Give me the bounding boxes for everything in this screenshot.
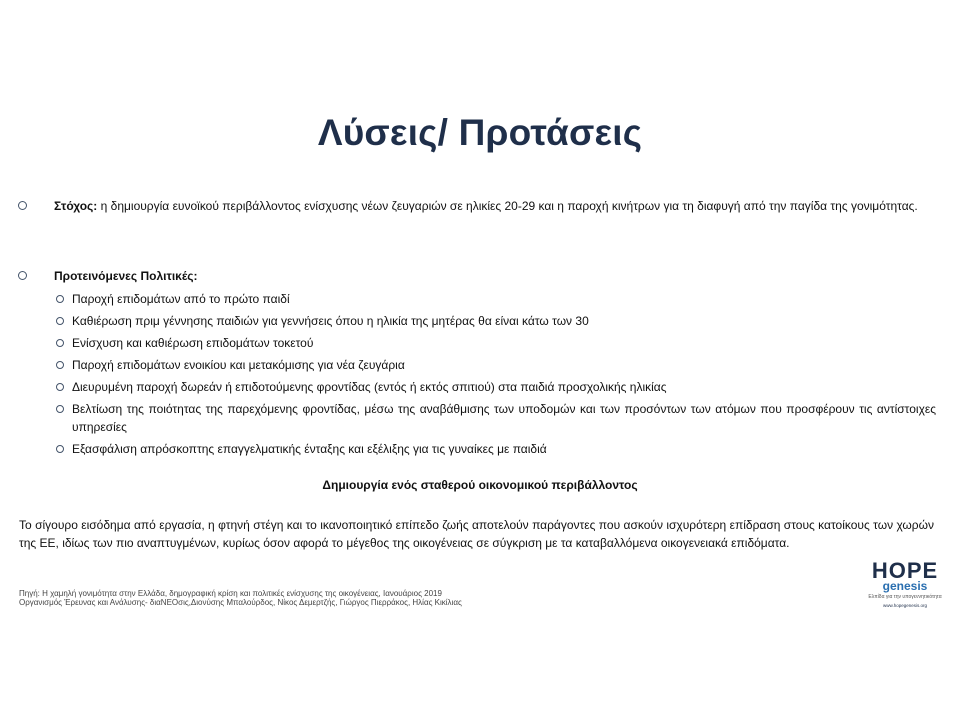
body-paragraph: Το σίγουρο εισόδημα από εργασία, η φτηνή στέγη και το ικανοποιητικό επίπεδο ζωής αποτελούν παράγοντες που ασκούν ισχυρότερη επίδραση στους κατοίκους των χωρών της ΕΕ, ιδίως των πιο αναπτυγμένων, κυρίως όσον αφορά το μέγεθος της οικογένειας σε σύγκριση με τα καταβαλλόμενα οικογενειακά επιδόματα. (19, 518, 934, 550)
circle-bullet-icon (56, 405, 64, 413)
circle-bullet-icon (56, 295, 64, 303)
circle-bullet-icon (56, 317, 64, 325)
list-item (56, 356, 936, 374)
list-item-text: Βελτίωση της ποιότητας της παρεχόμενης φροντίδας, μέσω της αναβάθμισης των υποδομών και των προσόντων των ατόμων που προσφέρουν τις αντίστοιχες υπηρεσίες (72, 402, 936, 434)
list-item-text: Παροχή επιδομάτων ενοικίου και μετακόμισης για νέα ζευγάρια (72, 358, 405, 372)
circle-bullet-icon (56, 383, 64, 391)
list-item-text: Ενίσχυση και καθιέρωση επιδομάτων τοκετού (72, 336, 314, 350)
logo-hope-text: HOPE (871, 558, 939, 583)
slide-title: Λύσεις/ Προτάσεις (317, 112, 643, 153)
policies-bullet-icon (18, 271, 27, 280)
logo-genesis-text: genesis (882, 579, 928, 593)
list-item-text: Καθιέρωση πριμ γέννησης παιδιών για γεννήσεις όπου η ηλικία της μητέρας θα είναι κάτω των 30 (72, 314, 589, 328)
circle-bullet-icon (56, 445, 64, 453)
list-item (56, 312, 936, 330)
source-line-2: Οργανισμός Έρευνας και Ανάλυσης- διαΝΕΟσις,Διονύσης Μπαλούρδος, Νίκος Δεμερτζής, Γιώργος Πιερράκος, Ηλίας Κικίλιας (19, 598, 462, 607)
goal-bullet-icon (18, 201, 27, 210)
hope-genesis-logo (866, 560, 944, 618)
circle-bullet-icon (56, 339, 64, 347)
list-item-text: Παροχή επιδομάτων από το πρώτο παιδί (72, 292, 290, 306)
logo-url: www.hopegenesis.org (882, 603, 928, 608)
list-item (56, 290, 936, 308)
list-item-text: Εξασφάλιση απρόσκοπτης επαγγελματικής ένταξης και εξέλιξης για τις γυναίκες με παιδιά (72, 442, 547, 456)
source-citation (19, 589, 579, 607)
logo-tagline: Ελπίδα για την υπογεννητικότητα (868, 594, 942, 600)
list-item (56, 400, 936, 436)
list-item (56, 378, 936, 396)
list-item (56, 440, 936, 458)
policies-list (56, 290, 936, 462)
goal-body: η δημιουργία ευνοϊκού περιβάλλοντος ενίσχυσης νέων ζευγαριών σε ηλικίες 20-29 και η παροχή κινήτρων για τη διαφυγή από την παγίδα της γονιμότητας. (97, 199, 918, 213)
policies-heading: Προτεινόμενες Πολιτικές: (54, 269, 198, 283)
list-item (56, 334, 936, 352)
circle-bullet-icon (56, 361, 64, 369)
section-subheading: Δημιουργία ενός σταθερού οικονομικού περιβάλλοντος (322, 478, 638, 492)
goal-label: Στόχος: (54, 199, 98, 213)
source-line-1: Πηγή: Η χαμηλή γονιμότητα στην Ελλάδα, δημογραφική κρίση και πολιτικές ενίσχυσης της οικογένειας, Ιανουάριος 2019 (19, 589, 442, 598)
goal-text (54, 197, 934, 215)
list-item-text: Διευρυμένη παροχή δωρεάν ή επιδοτούμενης φροντίδας (εντός ή εκτός σπιτιού) στα παιδιά προσχολικής ηλικίας (72, 380, 667, 394)
